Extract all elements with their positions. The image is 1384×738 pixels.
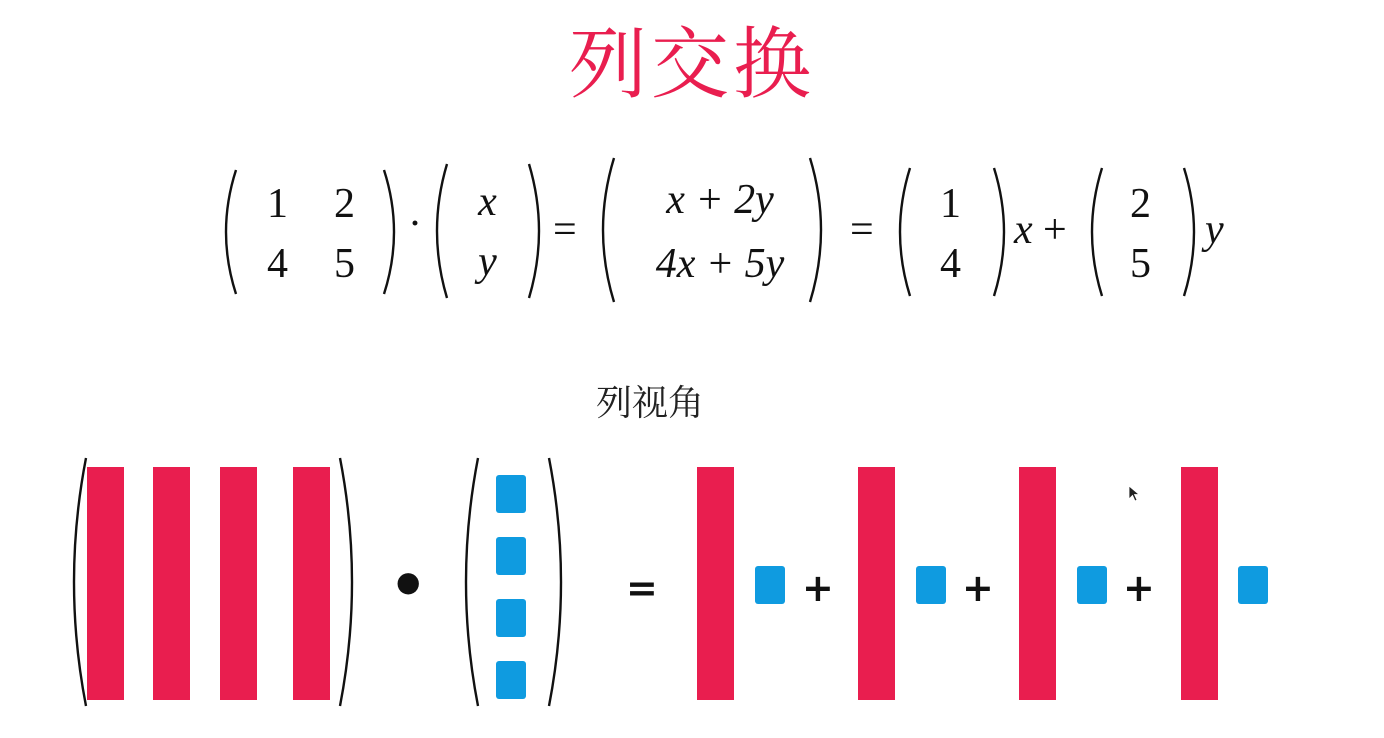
matrix-column-2 — [153, 467, 190, 700]
var-x: x — [1014, 207, 1033, 253]
term-1-column — [697, 467, 734, 700]
vector-right-paren — [525, 162, 551, 300]
plus-sign-1: + — [802, 566, 834, 610]
result-left-paren — [590, 156, 618, 304]
col1-right-paren — [990, 166, 1016, 298]
col2-right-paren — [1180, 166, 1206, 298]
term-3-column — [1019, 467, 1056, 700]
col2-bottom: 5 — [1130, 241, 1151, 287]
matrix-column-3 — [220, 467, 257, 700]
big-vector-right-paren — [545, 456, 575, 708]
col1-top: 1 — [940, 181, 961, 227]
mouse-cursor-icon — [1128, 485, 1142, 503]
dot-operator-big: ● — [396, 565, 421, 598]
vector-x: x — [478, 179, 497, 225]
term-4-column — [1181, 467, 1218, 700]
big-matrix-right-paren — [336, 456, 366, 708]
column-view-subtitle: 列视角 — [595, 383, 704, 424]
result-right-paren — [806, 156, 834, 304]
big-matrix-left-paren — [60, 456, 90, 708]
equals-sign-2: = — [850, 207, 874, 253]
matrix-cell-1-1: 1 — [267, 181, 288, 227]
vector-entry-3 — [496, 599, 526, 637]
col1-left-paren — [888, 166, 914, 298]
vector-y: y — [478, 239, 497, 285]
term-2-column — [858, 467, 895, 700]
plus-sign: + — [1043, 207, 1067, 253]
term-3-scalar — [1077, 566, 1107, 604]
dot-operator: · — [408, 201, 422, 247]
result-row-1: x + 2y — [666, 177, 774, 223]
matrix-cell-2-2: 5 — [334, 241, 355, 287]
equals-sign: = — [553, 207, 577, 253]
var-y: y — [1205, 207, 1224, 253]
term-4-scalar — [1238, 566, 1268, 604]
col2-top: 2 — [1130, 181, 1151, 227]
matrix-column-4 — [293, 467, 330, 700]
term-1-scalar — [755, 566, 785, 604]
matrix-left-paren — [214, 168, 240, 296]
vector-left-paren — [425, 162, 451, 300]
matrix-column-1 — [87, 467, 124, 700]
col1-bottom: 4 — [940, 241, 961, 287]
matrix-right-paren — [380, 168, 406, 296]
plus-sign-2: + — [962, 566, 994, 610]
term-2-scalar — [916, 566, 946, 604]
vector-entry-2 — [496, 537, 526, 575]
matrix-cell-2-1: 4 — [267, 241, 288, 287]
vector-entry-4 — [496, 661, 526, 699]
matrix-cell-1-2: 2 — [334, 181, 355, 227]
result-row-2: 4x + 5y — [655, 241, 785, 287]
equals-sign-big: = — [626, 566, 658, 610]
vector-entry-1 — [496, 475, 526, 513]
page-title: 列交换 — [568, 20, 815, 110]
big-vector-left-paren — [452, 456, 482, 708]
col2-left-paren — [1080, 166, 1106, 298]
plus-sign-3: + — [1123, 566, 1155, 610]
